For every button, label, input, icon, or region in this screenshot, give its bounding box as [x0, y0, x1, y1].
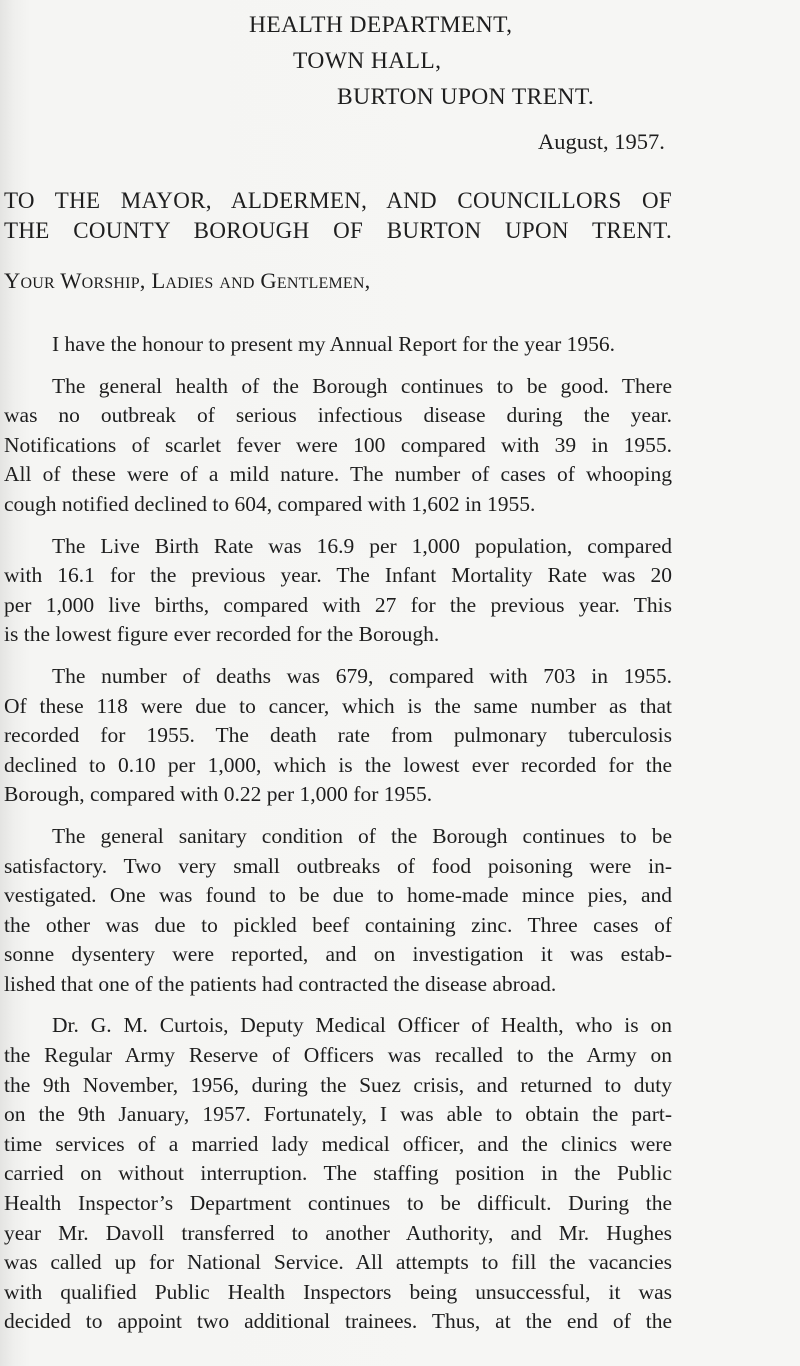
paragraph — [4, 372, 672, 520]
text-line: was called up for National Service. All attempts to fill the vacancies — [4, 1250, 672, 1275]
paragraph — [4, 822, 672, 1000]
paragraph — [4, 1011, 672, 1337]
address-line-town-hall: TOWN HALL, — [293, 48, 442, 74]
text-line: Notifications of scarlet fever were 100 compared with 39 in 1955. — [4, 432, 672, 457]
text-line: Health Inspector’s Department continues to be difficult. During the — [4, 1191, 672, 1216]
address-line-town: BURTON UPON TRENT. — [337, 84, 595, 110]
addressee-line-2: THE COUNTY BOROUGH OF BURTON UPON TRENT. — [4, 218, 672, 243]
text-line: I have the honour to present my Annual Report for the year 1956. — [52, 332, 616, 356]
text-line: Of these 118 were due to cancer, which is the same number as that — [4, 693, 672, 718]
text-line: with 16.1 for the previous year. The Infant Mortality Rate was 20 — [4, 563, 672, 588]
text-line: The general health of the Borough continues to be good. There — [52, 373, 672, 398]
text-line: time services of a married lady medical officer, and the clinics were — [4, 1131, 672, 1156]
paragraph — [4, 662, 672, 810]
text-line: carried on without interruption. The staffing position in the Public — [4, 1161, 672, 1186]
text-line: Borough, compared with 0.22 per 1,000 for 1955. — [4, 782, 433, 807]
address-line-department: HEALTH DEPARTMENT, — [249, 12, 513, 38]
text-line: the 9th November, 1956, during the Suez crisis, and returned to duty — [4, 1072, 672, 1097]
text-line: The number of deaths was 679, compared with 703 in 1955. — [52, 663, 672, 688]
text-line: per 1,000 live births, compared with 27 for the previous year. This — [4, 592, 672, 617]
text-line: the other was due to pickled beef containing zinc. Three cases of — [4, 912, 672, 937]
addressee-line-1: TO THE MAYOR, ALDERMEN, AND COUNCILLORS OF — [4, 188, 672, 213]
text-line: recorded for 1955. The death rate from pulmonary tuberculosis — [4, 723, 672, 748]
text-line: is the lowest figure ever recorded for the Borough. — [4, 622, 440, 647]
addressee-block — [4, 186, 672, 246]
text-line: satisfactory. Two very small outbreaks of food poisoning were in- — [4, 853, 672, 878]
text-line: with qualified Public Health Inspectors being unsuccessful, it was — [4, 1279, 672, 1304]
text-line: declined to 0.10 per 1,000, which is the lowest ever recorded for the — [4, 752, 672, 777]
paragraph — [4, 330, 672, 360]
text-line: year Mr. Davoll transferred to another Authority, and Mr. Hughes — [4, 1220, 672, 1245]
text-line: sonne dysentery were reported, and on investigation it was estab- — [4, 942, 672, 967]
letter-body — [4, 330, 672, 1337]
text-line: cough notified declined to 604, compared with 1,602 in 1955. — [4, 491, 536, 516]
text-line: vestigated. One was found to be due to home-made mince pies, and — [4, 883, 672, 908]
text-line: decided to appoint two additional trainees. Thus, at the end of the — [4, 1309, 672, 1334]
paragraph — [4, 532, 672, 650]
text-line: The general sanitary condition of the Borough continues to be — [52, 823, 672, 848]
text-line: Dr. G. M. Curtois, Deputy Medical Officer of Health, who is on — [52, 1013, 672, 1038]
text-line: the Regular Army Reserve of Officers was recalled to the Army on — [4, 1043, 672, 1068]
report-date: August, 1957. — [538, 129, 665, 154]
text-line: All of these were of a mild nature. The number of cases of whooping — [4, 462, 672, 487]
text-line: was no outbreak of serious infectious disease during the year. — [4, 403, 672, 428]
salutation: Your Worship, Ladies and Gentlemen, — [4, 268, 371, 293]
text-line: lished that one of the patients had contracted the disease abroad. — [4, 971, 557, 996]
text-line: on the 9th January, 1957. Fortunately, I was able to obtain the part- — [4, 1102, 672, 1127]
text-line: The Live Birth Rate was 16.9 per 1,000 population, compared — [52, 533, 672, 558]
